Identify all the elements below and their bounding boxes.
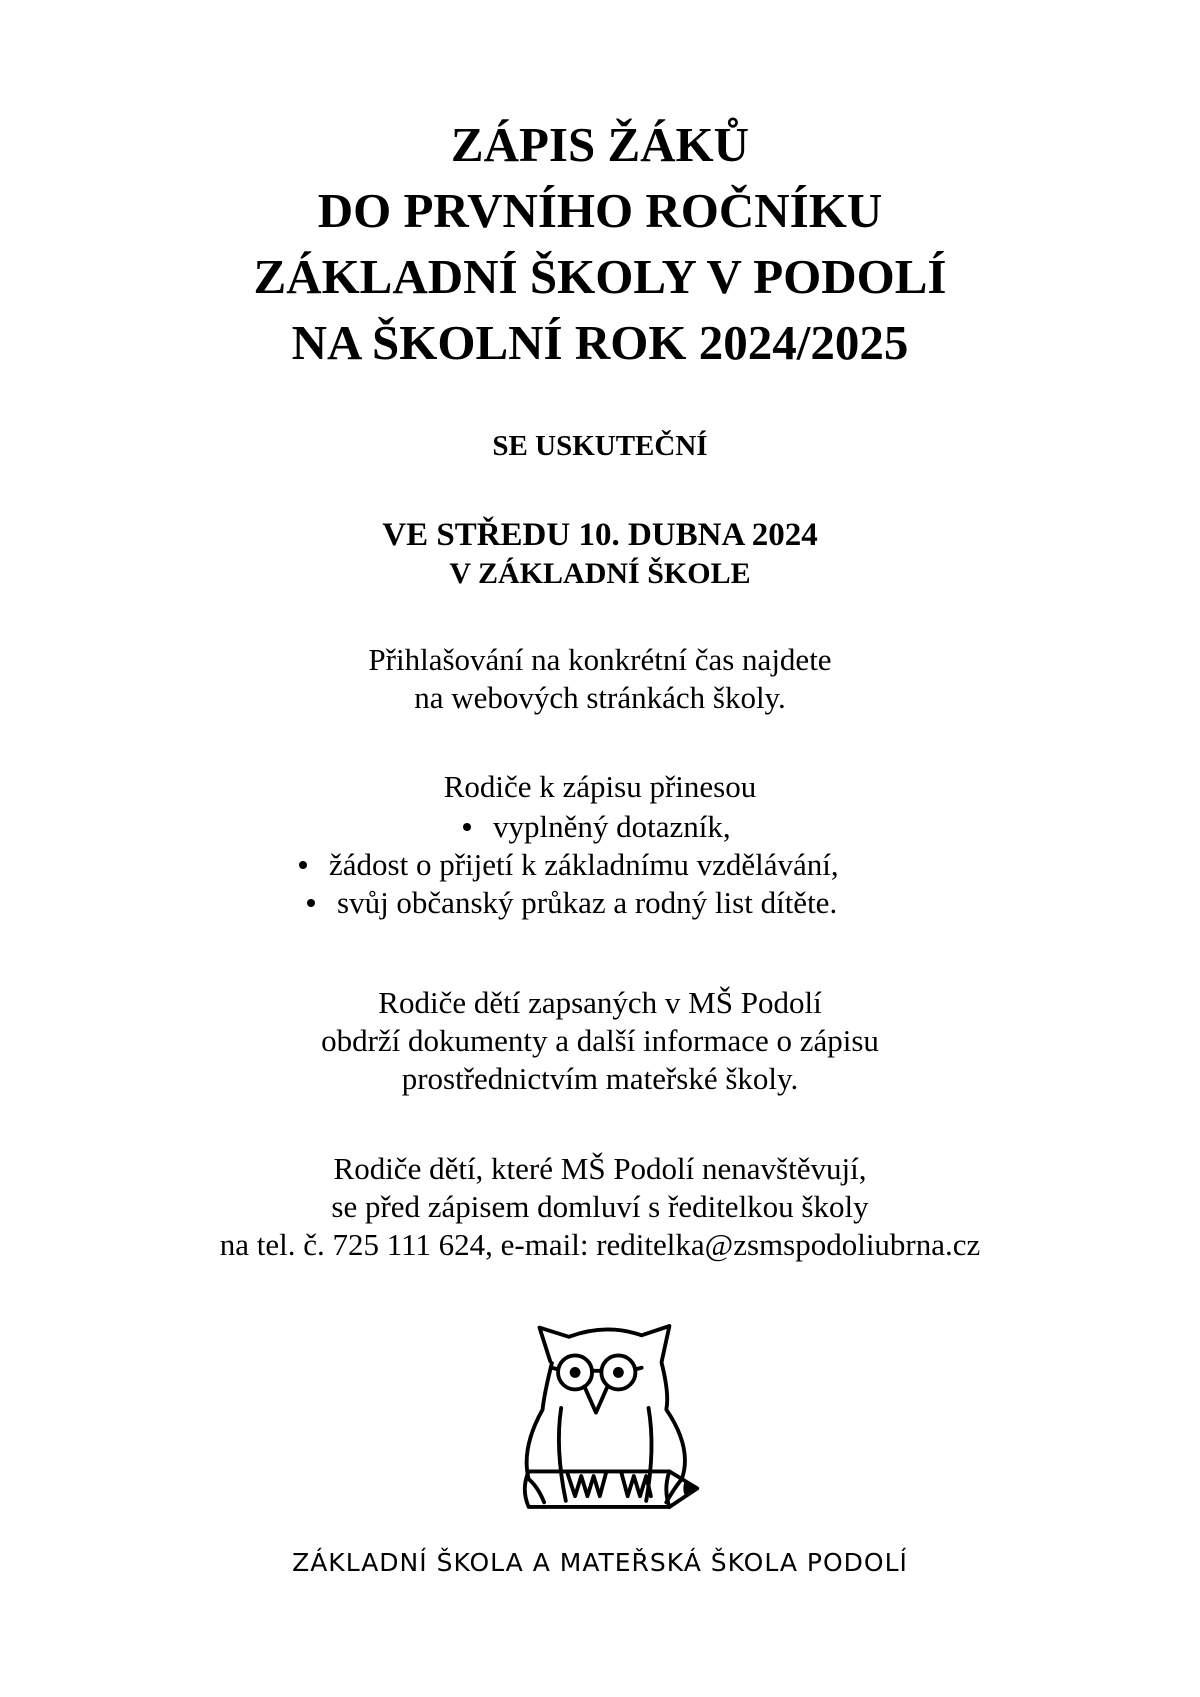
ms-not-enrolled-line-1: Rodiče dětí, které MŠ Podolí nenavštěvují,	[333, 1151, 867, 1186]
bring-intro: Rodiče k zápisu přinesou	[443, 769, 757, 804]
school-name-footer: ZÁKLADNÍ ŠKOLA A MATEŘSKÁ ŠKOLA PODOLÍ	[292, 1548, 908, 1577]
page-title	[0, 112, 1200, 376]
bullet-icon	[299, 861, 307, 869]
subtitle: SE USKUTEČNÍ	[492, 430, 708, 462]
event-place: V ZÁKLADNÍ ŠKOLE	[449, 557, 751, 590]
title-line-1: ZÁPIS ŽÁKŮ	[450, 117, 750, 172]
ms-not-enrolled-line-2: se před zápisem domluví s ředitelkou školy	[331, 1189, 869, 1224]
contact-line: na tel. č. 725 111 624, e-mail: reditelka@zsmspodoliubrna.cz	[219, 1227, 981, 1262]
registration-line-2: na webových stránkách školy.	[414, 680, 786, 715]
list-item: vyplněný dotazník,	[463, 808, 731, 846]
title-line-4: NA ŠKOLNÍ ROK 2024/2025	[291, 315, 909, 370]
title-line-2: DO PRVNÍHO ROČNÍKU	[317, 183, 883, 238]
registration-line-1: Přihlašování na konkrétní čas najdete	[368, 642, 832, 677]
title-line-3: ZÁKLADNÍ ŠKOLY V PODOLÍ	[253, 249, 947, 304]
registration-note	[0, 641, 1200, 717]
ms-not-enrolled-note	[0, 1150, 1200, 1264]
ms-enrolled-note	[0, 984, 1200, 1098]
bullet-icon	[463, 823, 471, 831]
owl-on-pencil-logo-icon	[490, 1305, 722, 1545]
event-date: VE STŘEDU 10. DUBNA 2024	[382, 517, 818, 553]
ms-enrolled-line-2: obdrží dokumenty a další informace o zápisu	[321, 1023, 879, 1058]
list-item: svůj občanský průkaz a rodný list dítěte.	[307, 884, 837, 922]
ms-enrolled-line-3: prostřednictvím mateřské školy.	[401, 1061, 799, 1096]
ms-enrolled-line-1: Rodiče dětí zapsaných v MŠ Podolí	[378, 985, 822, 1020]
list-item: žádost o přijetí k základnímu vzdělávání,	[299, 846, 839, 884]
bullet-icon	[307, 899, 315, 907]
